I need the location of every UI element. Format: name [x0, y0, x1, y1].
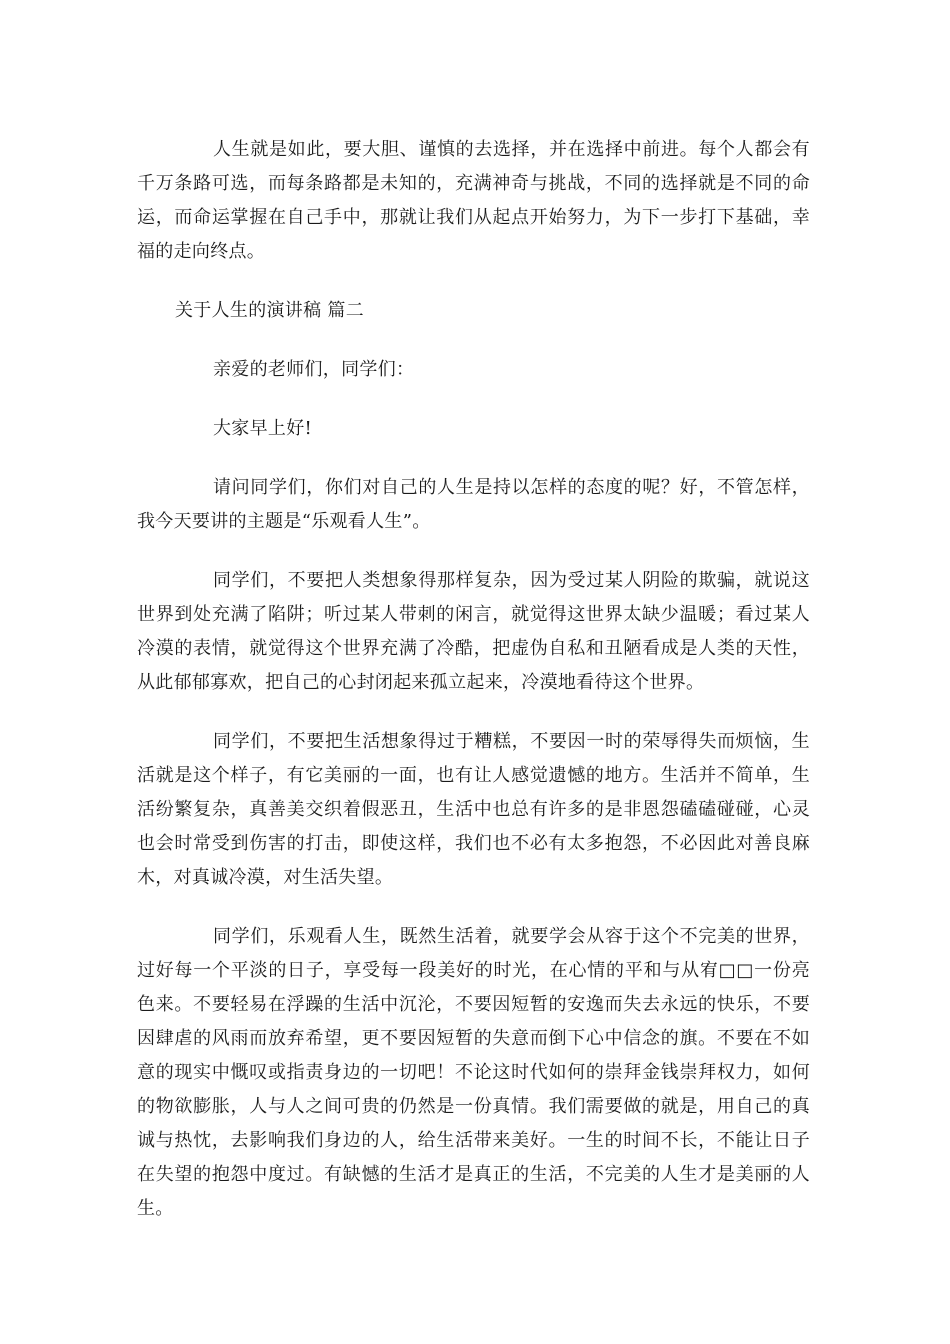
document-content [137, 133, 810, 1251]
paragraph-intro: 人生就是如此，要大胆、谨慎的去选择，并在选择中前进。每个人都会有千万条路可选，而每条路都是未知的，充满神奇与挑战，不同的选择就是不同的命运，而命运掌握在自己手中，那就让我们从起点开始努力，为下一步打下基础，幸福的走向终点。 [137, 139, 810, 262]
morning-line: 大家早上好! [213, 418, 313, 439]
body-paragraph-2: 同学们，不要把人类想象得那样复杂，因为受过某人阴险的欺骗，就说这世界到处充满了陷阱；听过某人带刺的闲言，就觉得这世界太缺少温暖；看过某人冷漠的表情，就觉得这个世界充满了冷酷，把虚伪自私和丑陋看成是人类的天性，从此郁郁寡欢，把自己的心封闭起来孤立起来，冷漠地看待这个世界。 [137, 570, 810, 693]
body-paragraph-4: 同学们，乐观看人生，既然生活着，就要学会从容于这个不完美的世界，过好每一个平淡的日子，享受每一段美好的时光，在心情的平和与从宥□□一份亮色来。不要轻易在浮躁的生活中沉沦，不要因短暂的安逸而失去永远的快乐，不要因肆虐的风雨而放弃希望，更不要因短暂的失意而倒下心中信念的旗。不要在不如意的现实中慨叹或指责身边的一切吧！不论这时代如何的崇拜金钱崇拜权力，如何的物欲膨胀，人与人之间可贵的仍然是一份真情。我们需要做的就是，用自己的真诚与热忱，去影响我们身边的人，给生活带来美好。一生的时间不长，不能让日子在失望的抱怨中度过。有缺憾的生活才是真正的生活，不完美的人生才是美丽的人生。 [137, 926, 810, 1219]
greeting-line: 亲爱的老师们，同学们： [213, 359, 415, 380]
section-heading: 关于人生的演讲稿 篇二 [175, 300, 365, 321]
body-paragraph-3: 同学们，不要把生活想象得过于糟糕，不要因一时的荣辱得失而烦恼，生活就是这个样子，有它美丽的一面，也有让人感觉遗憾的地方。生活并不简单，生活纷繁复杂，真善美交织着假恶丑，生活中也总有许多的是非恩怨磕磕碰碰，心灵也会时常受到伤害的打击，即使这样，我们也不必有太多抱怨，不必因此对善良麻木，对真诚冷漠，对生活失望。 [137, 731, 810, 888]
body-paragraph-1: 请问同学们，你们对自己的人生是持以怎样的态度的呢？好，不管怎样，我今天要讲的主题是“乐观看人生”。 [137, 477, 810, 532]
